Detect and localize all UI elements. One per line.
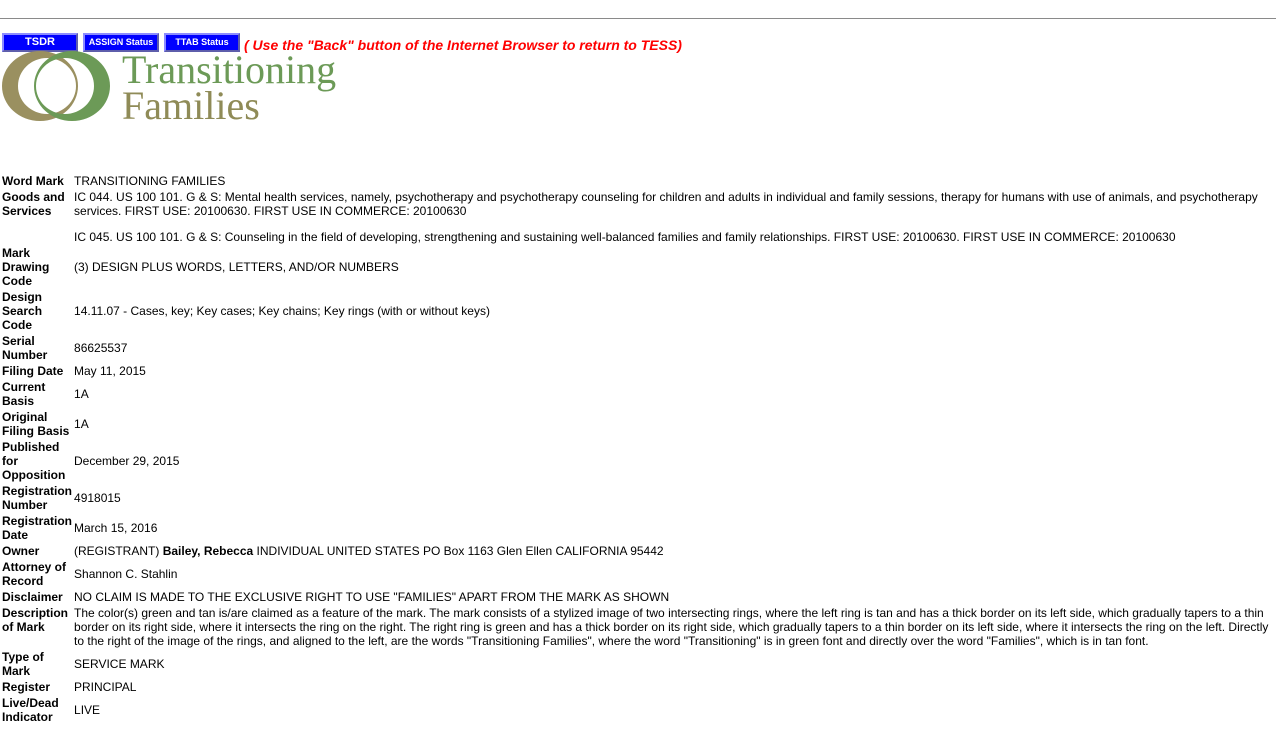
goods-services-label: Goods and Services xyxy=(2,190,65,218)
ttab-status-button[interactable]: TTAB Status xyxy=(164,33,240,52)
trademark-details-table xyxy=(0,172,1276,726)
back-button-note: ( Use the "Back" button of the Internet Browser to return to TESS) xyxy=(244,37,682,53)
row-mark-drawing-code xyxy=(2,246,1274,288)
filing-date-value: May 11, 2015 xyxy=(74,364,146,378)
row-published-for-opposition xyxy=(2,440,1274,482)
registration-number-label: Registration Number xyxy=(2,484,73,512)
published-for-opposition-label: Published for Opposition xyxy=(2,440,66,482)
original-filing-basis-label: Original Filing Basis xyxy=(2,410,70,438)
original-filing-basis-value: 1A xyxy=(74,417,89,431)
goods-services-ic044: IC 044. US 100 101. G & S: Mental health services, namely, psychotherapy and psychotherapy counseling for children and adults in individual and family sessions, therapy for humans with use of animals, and psychotherapy services. FIRST USE: 20100630. FIRST USE IN COMMERCE: 20100630 xyxy=(74,190,1258,218)
row-serial-number xyxy=(2,334,1274,362)
description-of-mark-value: The color(s) green and tan is/are claimed as a feature of the mark. The mark consists of a stylized image of two intersecting rings, where the left ring is tan and has a thick border on its left side, which gradually tapers to a thin border on its right side, where it intersects the ring on the right. The right ring is green and has a thick border on its right side, which gradually tapers to a thin border on its left side, where it intersects the ring on the left. Directly to the right of the image of the rings, and aligned to the left, are the words "Transitioning Families", where the word "Transitioning" is in green font and directly over the word "Families", which is in tan font. xyxy=(74,606,1269,648)
row-design-search-code xyxy=(2,290,1274,332)
serial-number-value: 86625537 xyxy=(74,341,128,355)
live-dead-indicator-label: Live/Dead Indicator xyxy=(2,696,59,724)
logo-text-families: Families xyxy=(122,83,260,128)
row-attorney-of-record xyxy=(2,560,1274,588)
design-search-code-label: Design Search Code xyxy=(2,290,43,332)
top-divider xyxy=(0,18,1276,19)
owner-label: Owner xyxy=(2,544,40,558)
filing-date-label: Filing Date xyxy=(2,364,64,378)
logo-text-transitioning: Transitioning xyxy=(122,47,337,92)
registration-date-value: March 15, 2016 xyxy=(74,521,158,535)
row-disclaimer xyxy=(2,590,1274,604)
register-value: PRINCIPAL xyxy=(74,680,137,694)
row-live-dead-indicator xyxy=(2,696,1274,724)
description-of-mark-label: Description of Mark xyxy=(2,606,69,634)
row-word-mark xyxy=(2,174,1274,188)
row-filing-date xyxy=(2,364,1274,378)
row-description-of-mark xyxy=(2,606,1274,648)
disclaimer-label: Disclaimer xyxy=(2,590,63,604)
type-of-mark-value: SERVICE MARK xyxy=(74,657,165,671)
goods-services-value xyxy=(74,190,1274,244)
row-goods-services xyxy=(2,190,1274,244)
live-dead-indicator-value: LIVE xyxy=(74,703,101,717)
owner-details: INDIVIDUAL UNITED STATES PO Box 1163 Glen Ellen CALIFORNIA 95442 xyxy=(253,544,664,558)
type-of-mark-label: Type of Mark xyxy=(2,650,44,678)
owner-prefix: (REGISTRANT) xyxy=(74,544,163,558)
word-mark-label: Word Mark xyxy=(2,174,64,188)
row-original-filing-basis xyxy=(2,410,1274,438)
row-type-of-mark xyxy=(2,650,1274,678)
registration-date-label: Registration Date xyxy=(2,514,73,542)
goods-services-ic045: IC 045. US 100 101. G & S: Counseling in the field of developing, strengthening and sustaining well-balanced families and family relationships. FIRST USE: 20100630. FIRST USE IN COMMERCE: 20100630 xyxy=(74,230,1176,244)
current-basis-label: Current Basis xyxy=(2,380,46,408)
owner-name: Bailey, Rebecca xyxy=(162,544,254,558)
row-register xyxy=(2,680,1274,694)
attorney-of-record-value: Shannon C. Stahlin xyxy=(74,567,178,581)
design-search-code-value: 14.11.07 - Cases, key; Key cases; Key chains; Key rings (with or without keys) xyxy=(74,304,490,318)
assign-status-button[interactable]: ASSIGN Status xyxy=(83,33,159,52)
trademark-logo-image xyxy=(0,47,366,128)
attorney-of-record-label: Attorney of Record xyxy=(2,560,66,588)
registration-number-value: 4918015 xyxy=(74,491,121,505)
intersecting-rings-icon xyxy=(0,50,122,122)
owner-value xyxy=(74,544,1274,558)
row-owner xyxy=(2,544,1274,558)
serial-number-label: Serial Number xyxy=(2,334,48,362)
row-registration-date xyxy=(2,514,1274,542)
tsdr-button[interactable]: TSDR xyxy=(2,33,78,52)
word-mark-value: TRANSITIONING FAMILIES xyxy=(74,174,226,188)
disclaimer-value: NO CLAIM IS MADE TO THE EXCLUSIVE RIGHT TO USE "FAMILIES" APART FROM THE MARK AS SHOWN xyxy=(74,590,670,604)
mark-drawing-code-value: (3) DESIGN PLUS WORDS, LETTERS, AND/OR NUMBERS xyxy=(74,260,399,274)
current-basis-value: 1A xyxy=(74,387,89,401)
published-for-opposition-value: December 29, 2015 xyxy=(74,454,180,468)
row-current-basis xyxy=(2,380,1274,408)
mark-drawing-code-label: Mark Drawing Code xyxy=(2,246,50,288)
row-registration-number xyxy=(2,484,1274,512)
register-label: Register xyxy=(2,680,51,694)
